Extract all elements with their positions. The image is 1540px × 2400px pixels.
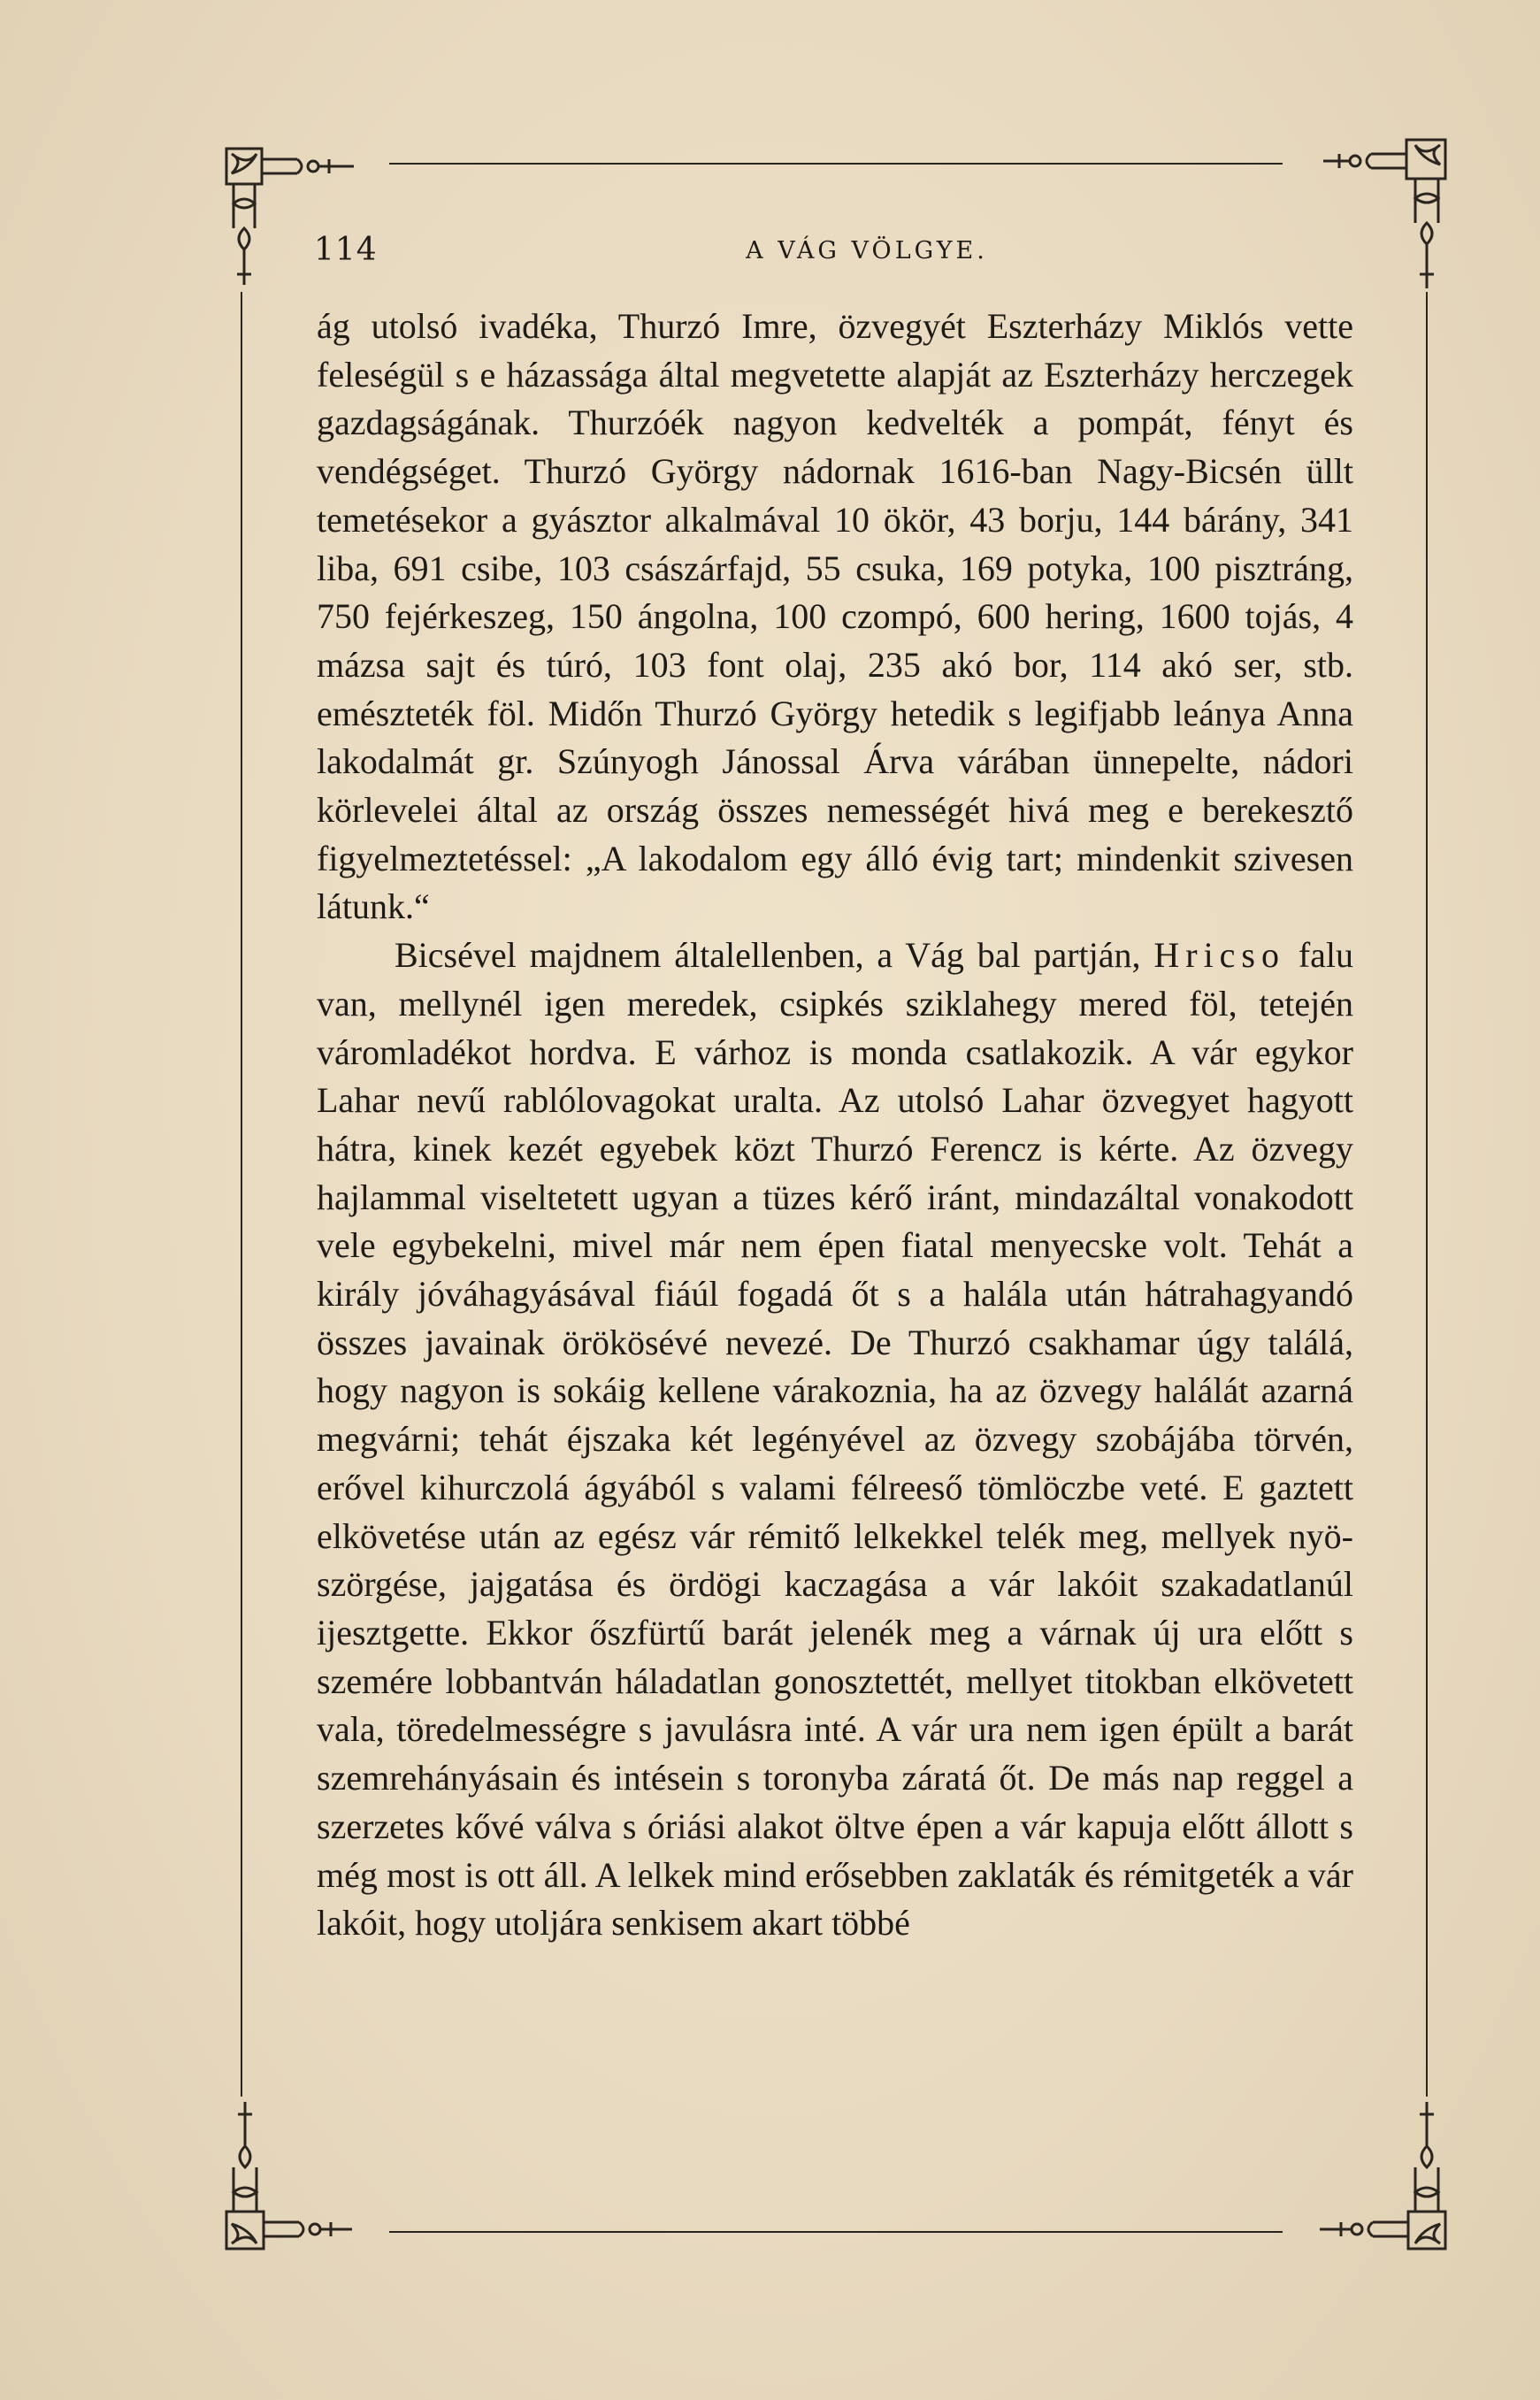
corner-ornament-top-left-icon	[221, 142, 398, 301]
body-text	[317, 303, 1353, 1948]
page-number: 114	[314, 232, 378, 268]
running-title: A VÁG VÖLGYE.	[746, 237, 988, 265]
paragraph-2	[317, 932, 1353, 1948]
right-rule	[1426, 292, 1428, 2097]
bottom-rule	[389, 2231, 1283, 2233]
corner-ornament-bottom-left-icon	[221, 2079, 398, 2256]
paragraph-2-start: Bicsével majdnem általellenben, a Vág bal partján,	[395, 935, 1141, 976]
paragraph-2-rest: falu van, mellynél igen meredek, csipkés sziklahegy mered föl, tetején váromladékot hordva. E várhoz is monda csatlakozik. A vár egykor Lahar nevű rablólovagokat uralta. Az utolsó Lahar özvegyet hagyott hátra, kinek kezét egyebek közt Thurzó Ferencz is kérte. Az özvegy hajlammal viseltetett ugyan a tüzes kérő iránt, mindazáltal vonakodott vele egybekelni, mivel már nem épen fiatal menyecske volt. Tehát a király jóváhagyásával fiáúl fogadá őt s a halála után hátrahagyandó összes javainak örökösévé nevezé. De Thurzó csakhamar úgy találá, hogy nagyon is sokáig kellene várakoznia, ha az özvegy halálát azarná megvárni; tehát éjszaka két legényével az özvegy szobájába törvén, erővel kihurczolá ágyából s valami félreeső tömlöczbe veté. E gaztett elkövetése után az egész vár rémitő lelkekkel telék meg, mellyek nyöszörgése, jajgatása és ördögi kaczagása a vár lakóit szakadatlanúl ijesztgette. Ekkor őszfürtű barát jelenék meg a várnak új ura előtt s szemére lobbantván háladatlan gonosztettét, mellyet titokban elkövetett vala, töredelmességre s javulásra inté. A vár ura nem igen épült a barát szemrehányásain és intésein s toronyba záratá őt. De más nap reggel a szerzetes kővé válva s óriási alakot öltve épen a vár kapuja előtt állott s még most is ott áll. A lelkek mind erősebben zaklaták és rémitgeték a vár lakóit, hogy utoljára senkisem akart többé	[317, 935, 1354, 1944]
top-rule	[389, 163, 1283, 165]
paragraph-1: ág utolsó ivadéka, Thurzó Imre, özvegyét Eszterházy Miklós vette feleségül s e házassága által megvetette alapját az Eszterházy herczegek gazdagságának. Thurzóék nagyon kedvelték a pompát, fényt és vendégséget. Thurzó György nádornak 1616-ban Nagy-Bicsén üllt temetésekor a gyásztor alkalmával 10 ökör, 43 borju, 144 bárány, 341 liba, 691 csibe, 103 császárfajd, 55 csuka, 169 potyka, 100 pisztráng, 750 fejérkeszeg, 150 ángolna, 100 czompó, 600 hering, 1600 tojás, 4 mázsa sajt és túró, 103 font olaj, 235 akó bor, 114 akó ser, stb. emészteték föl. Midőn Thurzó György hetedik s legifjabb leánya Anna lakodalmát gr. Szúnyogh Jánossal Árva várában ünnepelte, nádori körlevelei által az ország összes nemességét hivá meg e berekesztő figyelmeztetéssel: „A lakodalom egy álló évig tart; mindenkit szivesen látunk.“	[317, 306, 1353, 927]
left-rule	[241, 292, 242, 2097]
page-header	[314, 232, 1420, 276]
place-name-hricso: Hricso	[1153, 935, 1285, 976]
corner-ornament-bottom-right-icon	[1274, 2079, 1451, 2256]
